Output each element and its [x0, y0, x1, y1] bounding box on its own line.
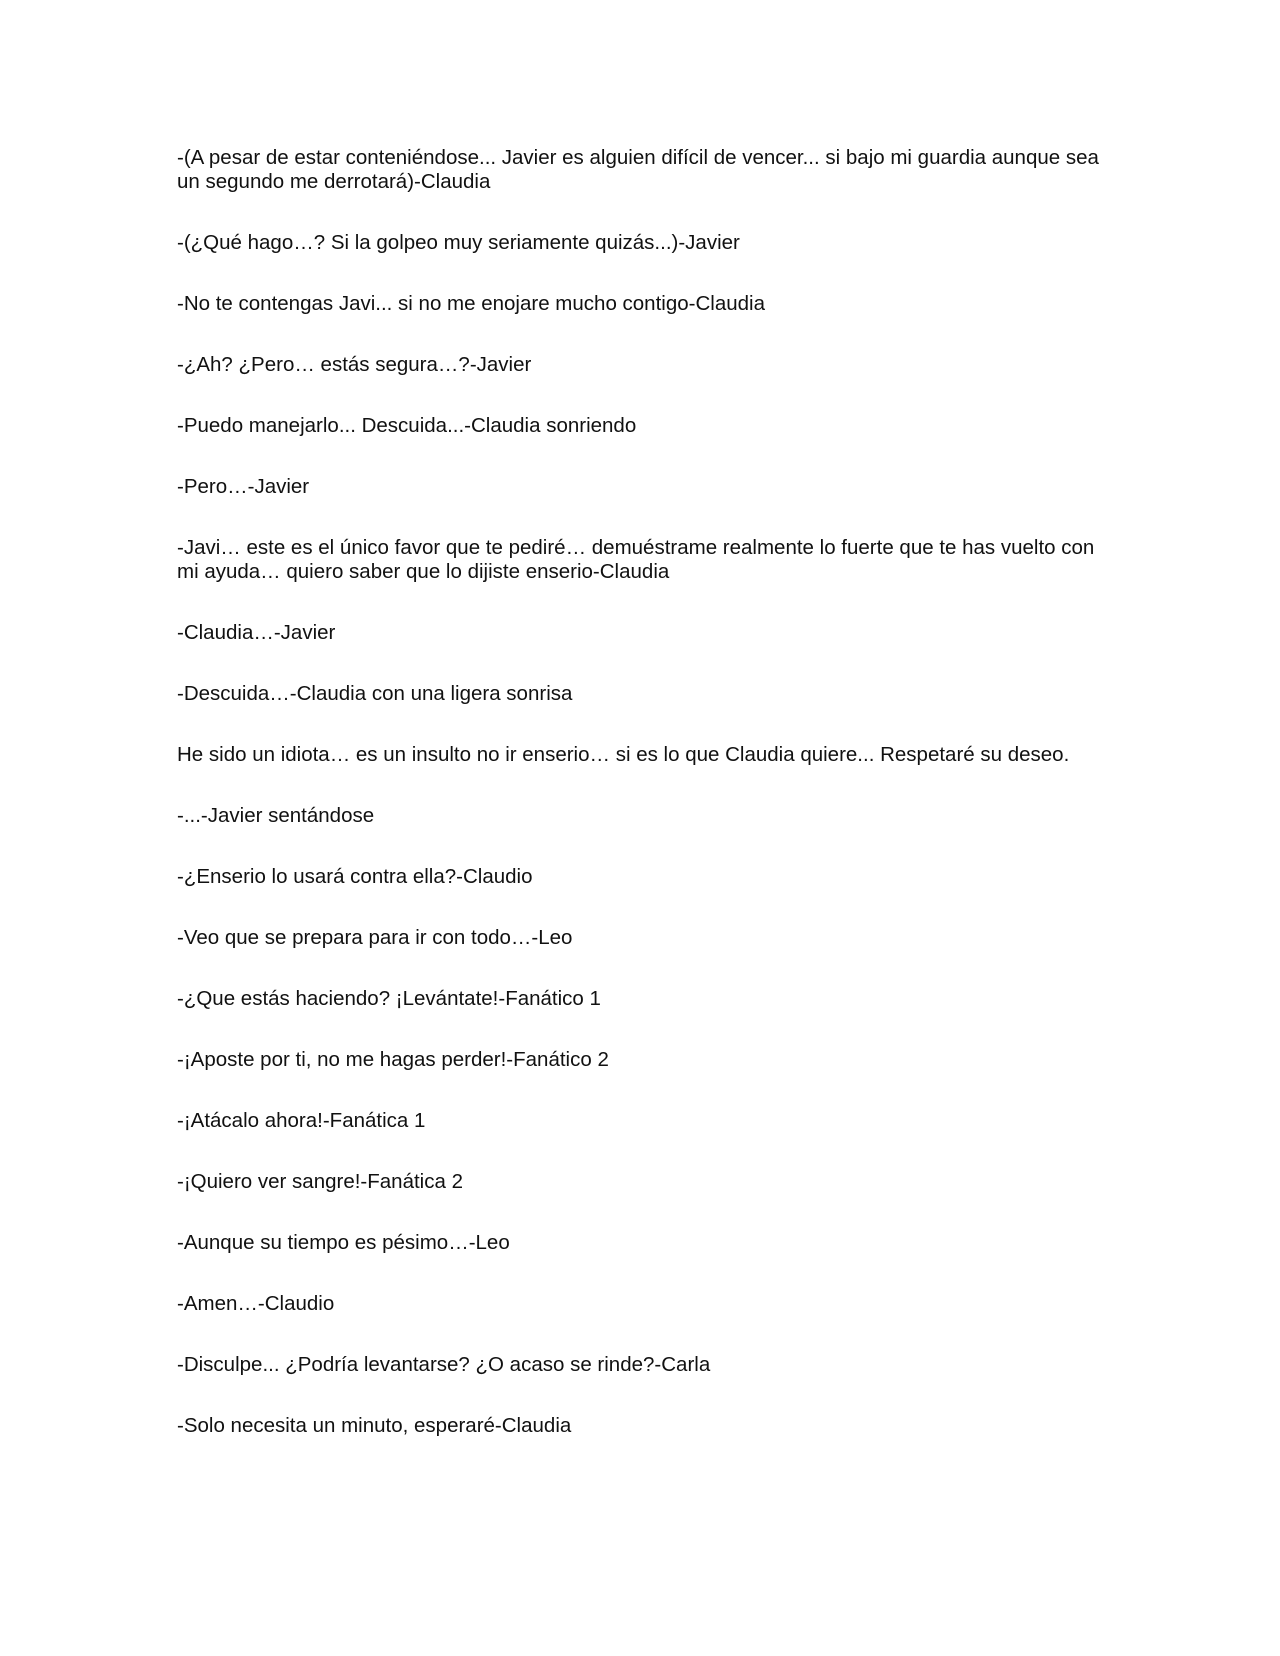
paragraph: -Disculpe... ¿Podría levantarse? ¿O acaso se rinde?-Carla: [177, 1353, 711, 1376]
paragraph: -¡Aposte por ti, no me hagas perder!-Fanático 2: [177, 1048, 609, 1071]
paragraph: -(A pesar de estar conteniéndose... Javier es alguien difícil de vencer... si bajo mi guardia aunque sea un segundo me derrotará)-Claudia: [177, 146, 1099, 193]
paragraph: -Amen…-Claudio: [177, 1292, 335, 1315]
paragraph: -¿Enserio lo usará contra ella?-Claudio: [177, 865, 533, 888]
paragraph: -Javi… este es el único favor que te pediré… demuéstrame realmente lo fuerte que te has vuelto con mi ayuda… quiero saber que lo dijiste enserio-Claudia: [177, 536, 1095, 583]
paragraph: -¡Quiero ver sangre!-Fanática 2: [177, 1170, 463, 1193]
paragraph: -Aunque su tiempo es pésimo…-Leo: [177, 1231, 510, 1254]
paragraph: He sido un idiota… es un insulto no ir enserio… si es lo que Claudia quiere... Respetaré su deseo.: [177, 743, 1070, 766]
paragraph: -(¿Qué hago…? Si la golpeo muy seriamente quizás...)-Javier: [177, 231, 740, 254]
paragraph: -Claudia…-Javier: [177, 621, 336, 644]
document-body: [177, 146, 1107, 1475]
paragraph: -Descuida…-Claudia con una ligera sonrisa: [177, 682, 573, 705]
paragraph: -No te contengas Javi... si no me enojare mucho contigo-Claudia: [177, 292, 765, 315]
paragraph: -...-Javier sentándose: [177, 804, 375, 827]
paragraph: -Solo necesita un minuto, esperaré-Claudia: [177, 1414, 572, 1437]
paragraph: -¿Ah? ¿Pero… estás segura…?-Javier: [177, 353, 532, 376]
paragraph: -Veo que se prepara para ir con todo…-Leo: [177, 926, 573, 949]
paragraph: -¿Que estás haciendo? ¡Levántate!-Fanático 1: [177, 987, 601, 1010]
paragraph: -Puedo manejarlo... Descuida...-Claudia sonriendo: [177, 414, 637, 437]
paragraph: -Pero…-Javier: [177, 475, 310, 498]
paragraph: -¡Atácalo ahora!-Fanática 1: [177, 1109, 426, 1132]
